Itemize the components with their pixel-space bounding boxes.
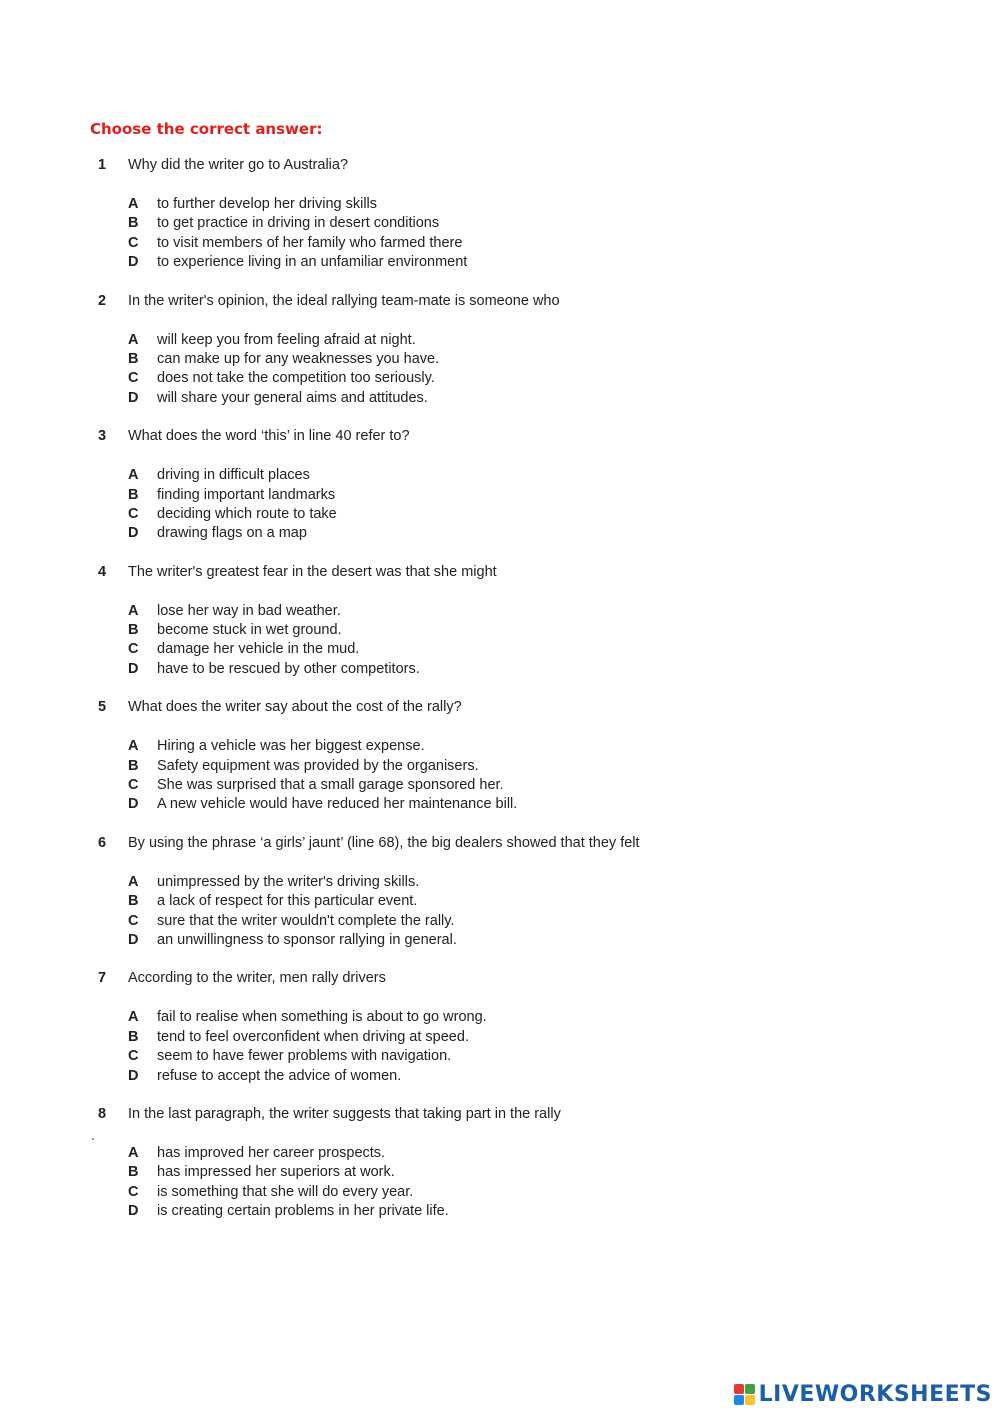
question-line [98, 1105, 818, 1124]
option-letter: C [128, 370, 139, 387]
answer-option-a[interactable] [128, 466, 818, 485]
question-8 [98, 1105, 818, 1222]
option-text: deciding which route to take [157, 505, 337, 522]
option-text: Safety equipment was provided by the organisers. [157, 757, 479, 774]
answer-option-a[interactable] [128, 1008, 818, 1027]
answer-option-c[interactable] [128, 234, 818, 253]
answer-option-c[interactable] [128, 912, 818, 931]
logo-icon [734, 1384, 755, 1405]
option-text: fail to realise when something is about to go wrong. [157, 1009, 487, 1026]
answer-option-d[interactable] [128, 1202, 818, 1221]
option-text: She was surprised that a small garage sponsored her. [157, 777, 504, 794]
answer-option-a[interactable] [128, 1144, 818, 1163]
question-4 [98, 563, 818, 699]
answer-option-c[interactable] [128, 369, 818, 388]
option-text: is something that she will do every year. [157, 1183, 414, 1200]
option-text: lose her way in bad weather. [157, 602, 341, 619]
option-text: finding important landmarks [157, 486, 336, 503]
option-text: become stuck in wet ground. [157, 622, 342, 639]
answer-options [128, 602, 818, 680]
answer-options [128, 1144, 818, 1222]
option-text: will share your general aims and attitudes. [157, 389, 428, 406]
answer-option-a[interactable] [128, 602, 818, 621]
answer-option-b[interactable] [128, 757, 818, 776]
option-text: Hiring a vehicle was her biggest expense. [157, 738, 425, 755]
answer-option-b[interactable] [128, 1028, 818, 1047]
option-letter: D [128, 389, 139, 406]
question-number: 6 [98, 834, 107, 851]
option-letter: B [128, 215, 139, 232]
option-letter: C [128, 1048, 139, 1065]
question-line [98, 969, 818, 988]
option-text: an unwillingness to sponsor rallying in general. [157, 931, 457, 948]
answer-options [128, 195, 818, 273]
question-line [98, 834, 818, 853]
option-letter: C [128, 234, 139, 251]
question-6 [98, 834, 818, 970]
liveworksheets-logo[interactable] [734, 1381, 992, 1407]
option-letter: A [128, 602, 139, 619]
answer-option-c[interactable] [128, 505, 818, 524]
option-text: to get practice in driving in desert conditions [157, 215, 440, 232]
scan-speck [92, 1138, 94, 1140]
answer-option-c[interactable] [128, 776, 818, 795]
answer-options [128, 331, 818, 409]
question-number: 2 [98, 292, 107, 309]
option-letter: C [128, 912, 139, 929]
question-stem: In the writer's opinion, the ideal rallying team-mate is someone who [128, 292, 560, 309]
option-letter: C [128, 505, 139, 522]
question-stem: In the last paragraph, the writer suggests that taking part in the rally [128, 1105, 561, 1122]
option-letter: D [128, 525, 139, 542]
option-letter: B [128, 1028, 139, 1045]
option-letter: C [128, 641, 139, 658]
option-letter: B [128, 486, 139, 503]
option-letter: B [128, 893, 139, 910]
option-text: can make up for any weaknesses you have. [157, 350, 440, 367]
answer-options [128, 873, 818, 951]
answer-option-d[interactable] [128, 524, 818, 543]
option-letter: A [128, 1144, 139, 1161]
quiz-list [98, 156, 818, 1222]
answer-option-a[interactable] [128, 331, 818, 350]
option-letter: A [128, 196, 139, 212]
option-text: driving in difficult places [157, 467, 310, 484]
question-number: 1 [98, 157, 107, 173]
question-line [98, 698, 818, 717]
question-gap [98, 1086, 818, 1105]
option-letter: D [128, 660, 139, 677]
question-stem: What does the writer say about the cost of the rally? [128, 699, 462, 716]
option-text: to experience living in an unfamiliar environment [157, 254, 468, 271]
option-text: a lack of respect for this particular event. [157, 893, 418, 910]
option-letter: B [128, 350, 139, 367]
answer-option-c[interactable] [128, 640, 818, 659]
answer-option-a[interactable] [128, 195, 818, 214]
question-stem: By using the phrase ‘a girls’ jaunt’ (line 68), the big dealers showed that they felt [128, 834, 640, 851]
question-stem: Why did the writer go to Australia? [128, 157, 349, 173]
option-text: sure that the writer wouldn't complete the rally. [157, 912, 455, 929]
question-line [98, 563, 818, 582]
option-letter: B [128, 757, 139, 774]
answer-option-a[interactable] [128, 873, 818, 892]
option-letter: A [128, 873, 139, 890]
answer-option-b[interactable] [128, 486, 818, 505]
answer-option-b[interactable] [128, 892, 818, 911]
option-text: is creating certain problems in her private life. [157, 1203, 449, 1220]
answer-option-d[interactable] [128, 389, 818, 408]
option-text: unimpressed by the writer's driving skills. [157, 873, 420, 890]
answer-option-c[interactable] [128, 1047, 818, 1066]
question-stem: The writer's greatest fear in the desert was that she might [128, 563, 497, 580]
question-5 [98, 698, 818, 834]
option-letter: A [128, 738, 139, 755]
question-number: 3 [98, 428, 107, 445]
question-gap [98, 815, 818, 834]
question-2 [98, 292, 818, 428]
option-text: refuse to accept the advice of women. [157, 1067, 402, 1084]
question-3 [98, 427, 818, 563]
answer-options [128, 466, 818, 544]
question-gap [98, 273, 818, 292]
answer-options [128, 1008, 818, 1086]
option-letter: D [128, 254, 139, 271]
option-letter: B [128, 622, 139, 639]
answer-option-d[interactable] [128, 253, 818, 272]
question-gap [98, 950, 818, 969]
question-gap [98, 679, 818, 698]
option-letter: D [128, 1067, 139, 1084]
option-text: A new vehicle would have reduced her maintenance bill. [157, 796, 518, 813]
answer-option-a[interactable] [128, 737, 818, 756]
question-1 [98, 156, 818, 292]
option-letter: D [128, 1203, 139, 1220]
question-number: 4 [98, 563, 107, 580]
question-gap [98, 544, 818, 563]
question-7 [98, 969, 818, 1105]
answer-option-d[interactable] [128, 795, 818, 814]
question-line [98, 156, 818, 175]
option-text: does not take the competition too seriously. [157, 370, 435, 387]
question-number: 8 [98, 1105, 107, 1122]
answer-option-b[interactable] [128, 621, 818, 640]
option-letter: D [128, 931, 139, 948]
answer-option-d[interactable] [128, 931, 818, 950]
question-line [98, 427, 818, 446]
answer-option-b[interactable] [128, 1163, 818, 1182]
option-text: drawing flags on a map [157, 525, 307, 542]
answer-option-c[interactable] [128, 1183, 818, 1202]
answer-option-b[interactable] [128, 214, 818, 233]
question-number: 7 [98, 970, 107, 987]
option-text: has impressed her superiors at work. [157, 1164, 395, 1181]
option-text: have to be rescued by other competitors. [157, 660, 420, 677]
answer-options [128, 737, 818, 815]
option-letter: A [128, 331, 139, 348]
option-text: to visit members of her family who farmed there [157, 234, 463, 251]
option-text: damage her vehicle in the mud. [157, 641, 360, 658]
option-text: to further develop her driving skills [157, 196, 378, 212]
option-letter: A [128, 1009, 139, 1026]
option-letter: B [128, 1164, 139, 1181]
question-line [98, 292, 818, 311]
question-gap [98, 408, 818, 427]
logo-text: LIVEWORKSHEETS [758, 1381, 992, 1407]
question-stem: What does the word ‘this’ in line 40 refer to? [128, 428, 410, 445]
option-letter: C [128, 1183, 139, 1200]
option-text: will keep you from feeling afraid at night. [157, 331, 416, 348]
instruction-heading: Choose the correct answer: [90, 120, 323, 138]
question-stem: According to the writer, men rally drivers [128, 970, 386, 987]
option-text: tend to feel overconfident when driving at speed. [157, 1028, 469, 1045]
option-text: has improved her career prospects. [157, 1144, 386, 1161]
answer-option-d[interactable] [128, 660, 818, 679]
question-number: 5 [98, 699, 107, 716]
answer-option-b[interactable] [128, 350, 818, 369]
answer-option-d[interactable] [128, 1067, 818, 1086]
option-letter: D [128, 796, 139, 813]
option-text: seem to have fewer problems with navigation. [157, 1048, 452, 1065]
option-letter: C [128, 777, 139, 794]
option-letter: A [128, 467, 139, 484]
